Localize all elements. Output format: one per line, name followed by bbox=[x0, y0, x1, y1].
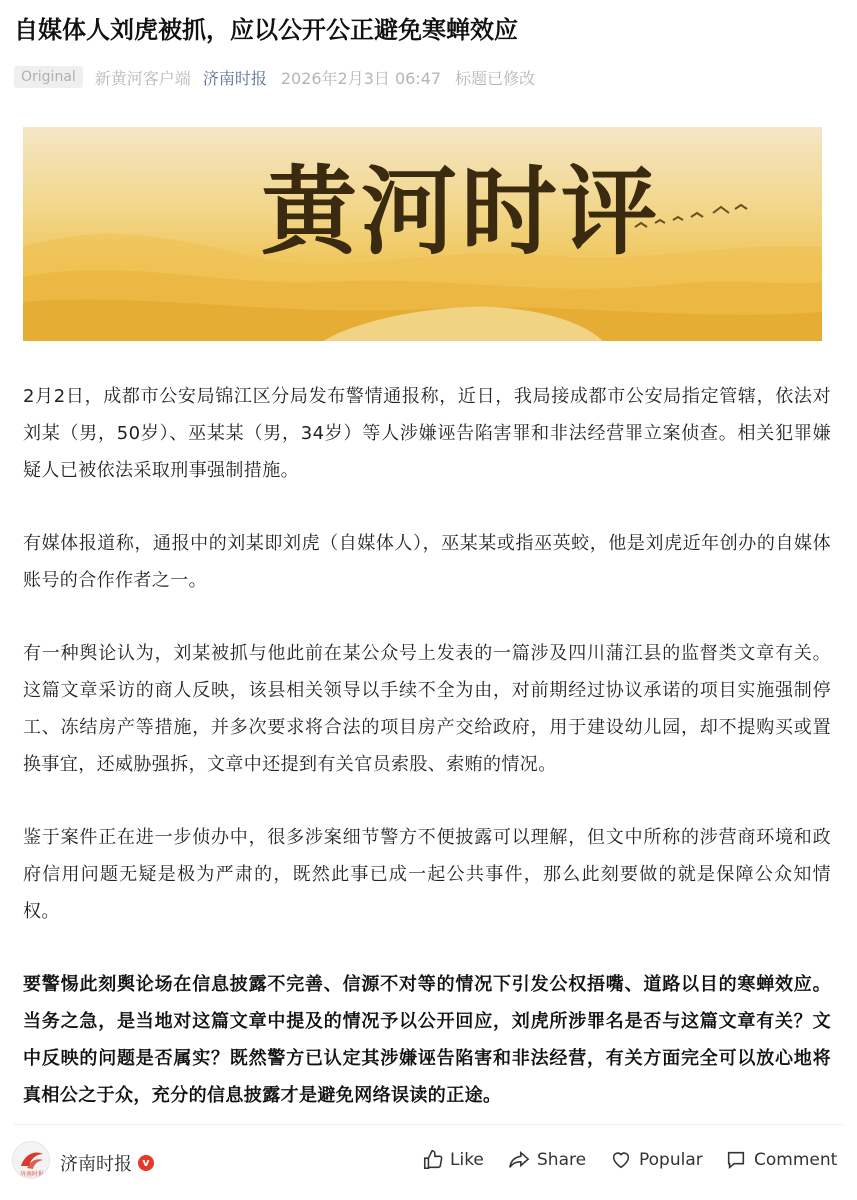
paragraph-1: 2月2日，成都市公安局锦江区分局发布警情通报称，近日，我局接成都市公安局指定管辖，依法对刘某（男，50岁）、巫某某（男，34岁）等人涉嫌诬告陷害罪和非法经营罪立案侦查。相关犯罪嫌疑人已被依法采取刑事强制措施。 bbox=[23, 386, 831, 481]
verified-icon: v bbox=[138, 1155, 154, 1171]
account-name-label[interactable]: 济南时报 bbox=[60, 1154, 132, 1175]
paragraph-3: 有一种舆论认为，刘某被抓与他此前在某公众号上发表的一篇涉及四川蒲江县的监督类文章有关。这篇文章采访的商人反映，该县相关领导以手续不全为由，对前期经过协议承诺的项目实施强制停工、冻结房产等措施，并多次要求将合法的项目房产交给政府，用于建设幼儿园，却不提购买或置换事宜，还威胁强拆，文章中还提到有关官员索股、索贿的情况。 bbox=[23, 643, 831, 775]
account-name[interactable] bbox=[60, 1150, 154, 1176]
account-logo-text: 济南时报 bbox=[19, 1171, 45, 1178]
original-badge: Original bbox=[14, 66, 83, 88]
share-arrow-icon bbox=[507, 1149, 531, 1171]
comment-label: Comment bbox=[754, 1150, 838, 1170]
bottom-action-bar bbox=[0, 1136, 857, 1190]
share-button[interactable] bbox=[507, 1149, 586, 1171]
paragraph-2: 有媒体报道称，通报中的刘某即刘虎（自媒体人），巫某某或指巫英蛟，他是刘虎近年创办的自媒体账号的合作作者之一。 bbox=[23, 533, 831, 591]
popular-button[interactable] bbox=[609, 1149, 703, 1171]
like-button[interactable] bbox=[422, 1149, 484, 1171]
account-avatar[interactable] bbox=[12, 1141, 50, 1179]
author-link[interactable]: 济南时报 bbox=[202, 68, 267, 88]
source-label: 新黄河客户端 bbox=[94, 68, 191, 88]
comment-bubble-icon bbox=[724, 1149, 748, 1171]
article-meta bbox=[14, 64, 535, 90]
comment-button[interactable] bbox=[724, 1149, 837, 1171]
edited-note: 标题已修改 bbox=[455, 68, 536, 88]
banner-image bbox=[23, 127, 822, 341]
paragraph-4: 鉴于案件正在进一步侦办中，很多涉案细节警方不便披露可以理解，但文中所称的涉营商环境和政府信用问题无疑是极为严肃的，既然此事已成一起公共事件，那么此刻要做的就是保障公众知情权。 bbox=[23, 827, 831, 922]
article-title: 自媒体人刘虎被抓，应以公开公正避免寒蝉效应 bbox=[14, 16, 518, 44]
popular-label: Popular bbox=[639, 1150, 703, 1170]
article-body bbox=[23, 378, 831, 1150]
account-logo-icon bbox=[13, 1142, 50, 1179]
like-label: Like bbox=[450, 1150, 484, 1170]
paragraph-5: 要警惕此刻舆论场在信息披露不完善、信源不对等的情况下引发公权捂嘴、道路以目的寒蝉效应。当务之急，是当地对这篇文章中提及的情况予以公开回应，刘虎所涉罪名是否与这篇文章有关？文中反映的问题是否属实？既然警方已认定其涉嫌诬告陷害和非法经营，有关方面完全可以放心地将真相公之于众，充分的信息披露才是避免网络误读的正途。 bbox=[23, 974, 831, 1106]
publish-date: 2026年2月3日 06:47 bbox=[280, 68, 442, 88]
footer-divider bbox=[14, 1124, 843, 1125]
banner-title: 黄河时评 bbox=[261, 155, 661, 268]
thumbs-up-icon bbox=[422, 1149, 444, 1171]
share-label: Share bbox=[537, 1150, 587, 1170]
heart-icon bbox=[609, 1149, 633, 1171]
